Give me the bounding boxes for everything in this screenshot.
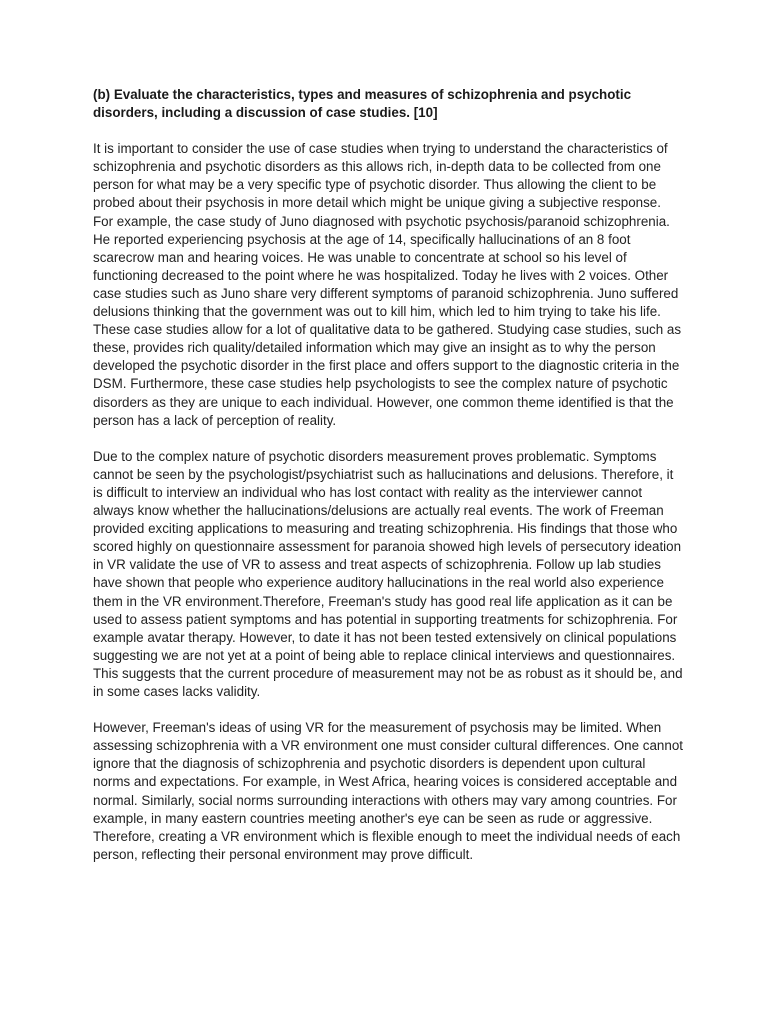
question-heading: (b) Evaluate the characteristics, types and measures of schizophrenia and psychotic disorders, including a discussion of case studies. [10] [93,87,632,121]
paragraph-case-studies: It is important to consider the use of case studies when trying to understand the characteristics of schizophrenia and psychotic disorders as this allows rich, in-depth data to be collected from one person for what may be a very specific type of psychotic disorder. Thus allowing the client to be probed about their psychosis in more detail which might be unique giving a subjective response. For example, the case study of Juno diagnosed with psychotic psychosis/paranoid schizophrenia. He reported experiencing psychosis at the age of 14, specifically hallucinations of an 8 foot scarecrow man and hearing voices. He was unable to concentrate at school so his level of functioning decreased to the point where he was hospitalized. Today he lives with 2 voices. Other case studies such as Juno share very different symptoms of paranoid schizophrenia. Juno suffered delusions thinking that the government was out to kill him, which led to him trying to take his life. These case studies allow for a lot of qualitative data to be gathered. Studying case studies, such as these, provides rich quality/detailed information which may give an insight as to why the person developed the psychotic disorder in the first place and offers support to the diagnostic criteria in the DSM. Furthermore, these case studies help psychologists to see the complex nature of psychotic disorders as they are unique to each individual. However, one common theme identified is that the person has a lack of perception of reality. [93,141,682,428]
document-body [93,86,683,882]
paragraph-measurement: Due to the complex nature of psychotic disorders measurement proves problematic. Symptoms cannot be seen by the psychologist/psychiatrist such as hallucinations and delusions. Therefore, it is difficult to interview an individual who has lost contact with reality as the interviewer cannot always know whether the hallucinations/delusions are actually real events. The work of Freeman provided exciting applications to measuring and treating schizophrenia. His findings that those who scored highly on questionnaire assessment for paranoia showed high levels of persecutory ideation in VR validate the use of VR to assess and treat aspects of schizophrenia. Follow up lab studies have shown that people who experience auditory hallucinations in the real world also experience them in the VR environment.Therefore, Freeman's study has good real life application as it can be used to assess patient symptoms and has potential in supporting treatments for schizophrenia. For example avatar therapy. However, to date it has not been tested extensively on clinical populations suggesting we are not yet at a point of being able to replace clinical interviews and questionnaires. This suggests that the current procedure of measurement may not be as robust as it should be, and in some cases lacks validity. [93,448,683,699]
paragraph-cultural-differences: However, Freeman's ideas of using VR for the measurement of psychosis may be limited. When assessing schizophrenia with a VR environment one must consider cultural differences. One cannot ignore that the diagnosis of schizophrenia and psychotic disorders is dependent upon cultural norms and expectations. For example, in West Africa, hearing voices is considered acceptable and normal. Similarly, social norms surrounding interactions with others may vary among countries. For example, in many eastern countries meeting another's eye can be seen as rude or aggressive. Therefore, creating a VR environment which is flexible enough to meet the individual needs of each person, reflecting their personal environment may prove difficult. [93,720,683,862]
